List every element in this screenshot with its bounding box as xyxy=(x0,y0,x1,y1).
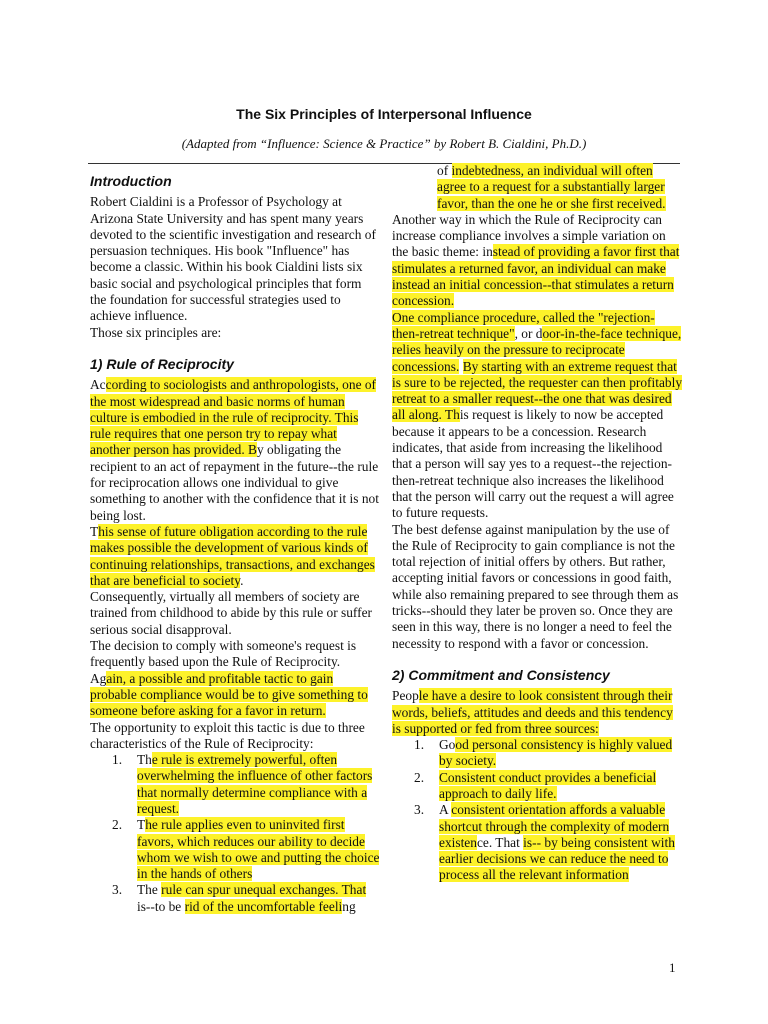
highlighted-text: rule can spur unequal exchanges. That xyxy=(161,882,367,898)
highlighted-text: e rule is extremely powerful, often overwhelming the influence of other factors that normally determine compliance with a request. xyxy=(137,752,373,816)
introduction-heading: Introduction xyxy=(90,173,172,189)
text-run: A xyxy=(439,802,452,818)
highlighted-text: od personal consistency is highly valued by society. xyxy=(439,737,673,769)
text-run: is--to be xyxy=(137,898,185,914)
text-run: y obligating the recipient to an act of repayment in the future--the rule for reciprocation allows one individual to give something to another with the confidence that it is not being lost. xyxy=(90,442,379,523)
highlighted-text: le have a desire to look consistent through their words, beliefs, attitudes and deeds and this tendency is supported or fed from three sources: xyxy=(392,688,673,736)
list-item xyxy=(90,817,380,882)
highlighted-text: he rule applies even to uninvited first favors, which reduces our ability to decide whom we wish to owe and putting the choice in the hands of others xyxy=(137,817,380,882)
reciprocity-paragraph-5 xyxy=(90,671,380,720)
list-number: 1. xyxy=(112,752,123,768)
reciprocity-heading: 1) Rule of Reciprocity xyxy=(90,355,234,372)
list-item xyxy=(392,737,682,770)
highlighted-text: oor-in-the-face technique, relies heavily on the pressure to reciprocate concessions. xyxy=(392,325,682,374)
reciprocity-paragraph-7 xyxy=(392,212,682,310)
text-run: Another way in which the Rule of Reciprocity can increase compliance involves a simple variation on the basic theme: in xyxy=(392,211,666,260)
reciprocity-paragraph-4: The decision to comply with someone's request is frequently based upon the Rule of Reciprocity. xyxy=(90,638,357,670)
list-item xyxy=(90,882,380,915)
document-subtitle: (Adapted from “Influence: Science & Practice” by Robert B. Cialdini, Ph.D.) xyxy=(181,136,587,151)
commitment-paragraph-1 xyxy=(392,688,682,737)
right-column xyxy=(392,163,682,884)
text-run: T xyxy=(137,817,146,833)
list-item xyxy=(392,802,682,883)
highlighted-text: cording to sociologists and anthropologists, one of the most widespread and basic norms of human culture is embodied in the rule of reciprocity. This rule requires that one person try to repay what another person has provided. B xyxy=(90,377,377,458)
consistency-sources-list xyxy=(392,737,682,884)
reciprocity-paragraph-2 xyxy=(90,524,380,589)
list-number: 2. xyxy=(112,817,123,833)
list-number: 2. xyxy=(414,769,425,785)
text-run: of xyxy=(437,163,452,178)
list-number: 1. xyxy=(414,737,425,753)
text-run: Peop xyxy=(392,688,419,704)
text-run: Go xyxy=(439,737,456,753)
commitment-heading: 2) Commitment and Consistency xyxy=(392,666,610,683)
text-run: , or d xyxy=(514,325,543,341)
list-item xyxy=(90,752,380,817)
text-run: ng xyxy=(342,898,356,914)
text-run: The xyxy=(137,882,162,898)
intro-paragraph-2: Those six principles are: xyxy=(90,324,222,340)
reciprocity-paragraph-9: The best defense against manipulation by the use of the Rule of Reciprocity to gain compliance is not the total rejection of initial offers by others. But rather, accepting initial favors or concessions in good faith, while also remaining prepared to see through them as tricks--should they later be proven so. Once they are seen in this way, there is no longer a need to feel the necessity to respond with a favor or concession. xyxy=(392,521,679,651)
page-number: 1 xyxy=(669,960,676,975)
text-run: Ag xyxy=(90,670,107,686)
text-run: is request is likely to now be accepted because it appears to be a concession. Research indicates, that aside from increasing the likelihood that a person will say yes to a request--the rejection-then-retreat technique also increases the likelihood that the person will carry out the request a will agree to future requests. xyxy=(392,407,674,521)
highlighted-text: By starting with an extreme request that is sure to be rejected, the requester can then profitably retreat to a smaller request--the one that was desired all along. Th xyxy=(392,358,683,423)
reciprocity-paragraph-1 xyxy=(90,377,380,524)
highlighted-text: ain, a possible and profitable tactic to gain probable compliance would be to give something to someone before asking for a favor in return. xyxy=(90,670,368,719)
intro-paragraph: Robert Cialdini is a Professor of Psychology at Arizona State University and has spent many years devoted to the scientific investigation and research of persuasion techniques. His book "Influence" has become a classic. Within his book Cialdini lists six basic social and psychological principles that form the foundation for successful strategies used to achieve influence. xyxy=(90,194,376,324)
list-item xyxy=(392,770,682,803)
reciprocity-paragraph-3: Consequently, virtually all members of society are trained from childhood to abide by this rule or suffer serious social disapproval. xyxy=(90,589,373,637)
highlighted-text: One compliance procedure, called the "rejection-then-retreat technique" xyxy=(392,309,655,341)
reciprocity-characteristics-list xyxy=(90,752,380,915)
highlighted-text: Consistent conduct provides a beneficial approach to daily life. xyxy=(439,769,657,801)
highlighted-text: his sense of future obligation according to the rule makes possible the development of various kinds of continuing relationships, transactions, and exchanges that are beneficial to society xyxy=(90,523,375,588)
list-number: 3. xyxy=(414,802,425,818)
highlighted-text: rid of the uncomfortable feeli xyxy=(184,898,343,914)
continued-list-text xyxy=(392,163,682,212)
text-run: Ac xyxy=(90,377,106,393)
highlighted-text: is-- by being consistent with earlier decisions we can reduce the need to process all the relevant information xyxy=(439,834,675,883)
highlighted-text: consistent orientation affords a valuable shortcut through the complexity of modern existen xyxy=(439,802,670,850)
text-run: . xyxy=(240,572,244,588)
document-title: The Six Principles of Interpersonal Influence xyxy=(236,106,532,122)
highlighted-text: indebtedness, an individual will often agree to a request for a substantially larger favor, than the one he or she first received. xyxy=(437,163,666,211)
reciprocity-paragraph-6: The opportunity to exploit this tactic is due to three characteristics of the Rule of Reciprocity: xyxy=(90,719,365,751)
reciprocity-paragraph-8 xyxy=(392,310,682,522)
list-number: 3. xyxy=(112,882,123,898)
text-run: T xyxy=(90,523,99,539)
text-run: ce. That xyxy=(476,834,524,850)
highlighted-text: stead of providing a favor first that stimulates a returned favor, an individual can make instead an initial concession--that stimulates a return concession. xyxy=(392,244,680,309)
left-column xyxy=(90,163,380,915)
text-run: Th xyxy=(137,752,152,768)
